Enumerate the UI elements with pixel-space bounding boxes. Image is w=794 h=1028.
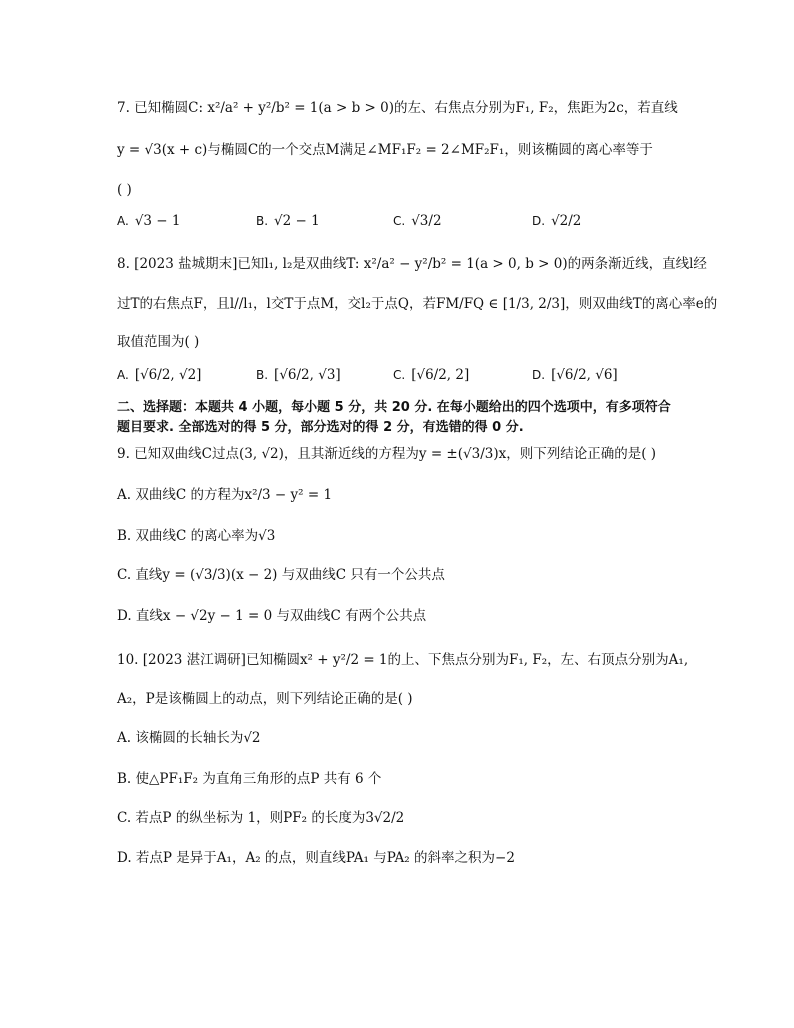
q10-option-a: A. 该椭圆的长轴长为√2 <box>117 730 261 746</box>
option-text: √2 − 1 <box>274 213 320 229</box>
q7-option-d <box>532 210 581 232</box>
q10-line-1: 10. [2023 湛江调研]已知椭圆x² + y²/2 = 1的上、下焦点分别为F₁, F₂，左、右顶点分别为A₁, <box>117 652 689 668</box>
option-text: [√6/2, √2] <box>134 367 202 383</box>
q10-option-b: B. 使△PF₁F₂ 为直角三角形的点P 共有 6 个 <box>117 771 382 787</box>
q8-option-b <box>256 364 341 386</box>
q8-line-2: 过T的右焦点F，且l//l₁，l交T于点M，交l₂于点Q，若FM/FQ ∈ [1/3, 2/3]，则双曲线T的离心率e的 <box>117 296 718 312</box>
q7-line-1: 7. 已知椭圆C: x²/a² + y²/b² = 1(a > b > 0)的左、右焦点分别为F₁, F₂，焦距为2c，若直线 <box>117 100 678 116</box>
option-tag: B. <box>256 214 269 228</box>
q9-option-c: C. 直线y = (√3/3)(x − 2) 与双曲线C 只有一个公共点 <box>117 567 445 583</box>
option-text: [√6/2, √3] <box>274 367 341 383</box>
q10-option-c: C. 若点P 的纵坐标为 1，则PF₂ 的长度为3√2/2 <box>117 810 405 826</box>
section-2-heading-line-2: 题目要求. 全部选对的得 5 分，部分选对的得 2 分，有选错的得 0 分. <box>117 420 524 435</box>
q7-line-2: y = √3(x + c)与椭圆C的一个交点M满足∠MF₁F₂ = 2∠MF₂F₁，则该椭圆的离心率等于 <box>117 142 653 158</box>
q8-option-a <box>117 364 201 386</box>
q9-option-b: B. 双曲线C 的离心率为√3 <box>117 528 276 544</box>
q7-option-b <box>256 210 320 232</box>
q8-line-1: 8. [2023 盐城期末]已知l₁, l₂是双曲线T: x²/a² − y²/b² = 1(a > 0, b > 0)的两条渐近线，直线l经 <box>117 256 707 272</box>
q7-option-a <box>117 210 181 232</box>
option-tag: D. <box>532 214 546 228</box>
q8-option-d <box>532 364 618 386</box>
q9-option-d: D. 直线x − √2y − 1 = 0 与双曲线C 有两个公共点 <box>117 608 427 624</box>
option-tag: B. <box>256 368 269 382</box>
q7-option-c <box>393 210 442 232</box>
option-text: √3 − 1 <box>134 213 181 229</box>
option-tag: D. <box>532 368 546 382</box>
q10-line-2: A₂，P是该椭圆上的动点，则下列结论正确的是( ) <box>117 691 413 707</box>
q7-options <box>117 210 717 232</box>
option-text: [√6/2, √6] <box>551 367 618 383</box>
option-text: √3/2 <box>411 213 442 229</box>
option-tag: A. <box>117 214 129 228</box>
q9-option-a: A. 双曲线C 的方程为x²/3 − y² = 1 <box>117 487 333 503</box>
section-2-heading-line-1: 二、选择题：本题共 4 小题，每小题 5 分，共 20 分. 在每小题给出的四个选项中，有多项符合 <box>117 400 671 415</box>
option-text: [√6/2, 2] <box>411 367 470 383</box>
option-tag: A. <box>117 368 129 382</box>
option-tag: C. <box>393 368 406 382</box>
option-tag: C. <box>393 214 406 228</box>
q8-line-3: 取值范围为( ) <box>117 334 200 350</box>
q9-stem: 9. 已知双曲线C过点(3, √2)，且其渐近线的方程为y = ±(√3/3)x，则下列结论正确的是( ) <box>117 446 657 462</box>
q8-option-c <box>393 364 469 386</box>
q10-option-d: D. 若点P 是异于A₁，A₂ 的点，则直线PA₁ 与PA₂ 的斜率之积为−2 <box>117 850 515 866</box>
q7-line-3: ( ) <box>117 182 132 198</box>
q8-options <box>117 364 717 386</box>
option-text: √2/2 <box>551 213 582 229</box>
